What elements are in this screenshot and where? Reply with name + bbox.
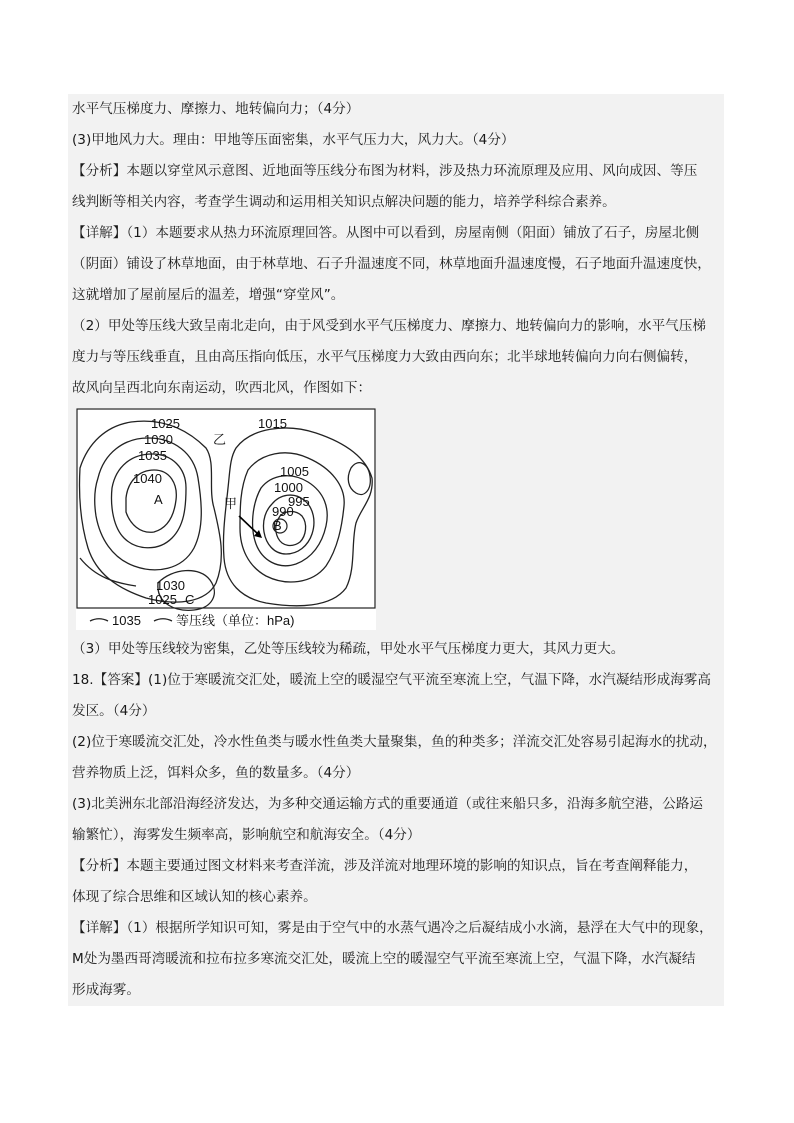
legend-value: 1035 <box>112 613 141 628</box>
text-line: 【分析】本题主要通过图文材料来考查洋流，涉及洋流对地理环境的影响的知识点，旨在考查阐释能力， <box>72 858 698 874</box>
text-line: (2)位于寒暖流交汇处，冷水性鱼类与暖水性鱼类大量聚集，鱼的种类多；洋流交汇处容易引起海水的扰动， <box>72 734 717 750</box>
isobar-label: 990 <box>272 504 294 519</box>
text-block-bottom <box>68 634 724 1006</box>
text-line: 体现了综合思维和区域认知的核心素养。 <box>72 889 317 905</box>
high-pressure-label: A <box>154 492 163 507</box>
text-line: (3)甲地风力大。理由：甲地等压面密集，水平气压力大，风力大。（4分） <box>72 132 515 148</box>
isobar-label: 1035 <box>138 448 167 463</box>
isobar-label: 1030 <box>156 578 185 593</box>
isobar-label: 1030 <box>144 432 173 447</box>
isobar-map <box>76 408 376 630</box>
isobar-map-svg <box>76 408 376 630</box>
isobar-figure <box>68 404 724 634</box>
point-jia-label: 甲 <box>224 496 238 511</box>
isobar-label: 1025 <box>151 416 180 431</box>
text-line: 发区。（4分） <box>72 703 156 719</box>
point-c-label: C <box>185 592 195 607</box>
text-block-top <box>68 94 724 404</box>
text-line: (3)北美洲东北部沿海经济发达，为多种交通运输方式的重要通道（或往来船只多，沿海多航空港，公路运 <box>72 796 703 812</box>
text-line: 【详解】（1）根据所学知识可知，雾是由于空气中的水蒸气遇冷之后凝结成小水滴，悬浮在大气中的现象， <box>72 920 713 936</box>
text-line: 【详解】（1）本题要求从热力环流原理回答。从图中可以看到，房屋南侧（阳面）铺放了石子，房屋北侧 <box>72 225 700 241</box>
text-line: （3）甲处等压线较为密集，乙处等压线较为稀疏，甲处水平气压梯度力更大，其风力更大。 <box>72 641 625 657</box>
text-line: 形成海雾。 <box>72 982 140 998</box>
legend-line-symbol <box>90 619 108 621</box>
isobar-label: 1000 <box>274 480 303 495</box>
isobar-label: 1040 <box>133 471 162 486</box>
legend-line-symbol <box>154 619 172 621</box>
text-line: （2）甲处等压线大致呈南北走向，由于风受到水平气压梯度力、摩擦力、地转偏向力的影响，水平气压梯 <box>72 318 706 334</box>
answer-document <box>68 94 724 1006</box>
isobar-label: 1015 <box>258 416 287 431</box>
point-yi-label: 乙 <box>213 432 227 447</box>
legend-text: 等压线（单位：hPa) <box>176 613 295 628</box>
low-pressure-label: B <box>273 518 282 533</box>
text-line: 输繁忙），海雾发生频率高，影响航空和航海安全。（4分） <box>72 827 421 843</box>
map-legend <box>90 613 294 628</box>
text-line: 故风向呈西北向东南运动，吹西北风，作图如下： <box>72 380 372 396</box>
isobar-label: 995 <box>288 494 310 509</box>
isobar-label: 1005 <box>280 464 309 479</box>
text-line: 度力与等压线垂直，且由高压指向低压，水平气压梯度力大致由西向东；北半球地转偏向力向右侧偏转， <box>72 349 698 365</box>
text-line: 这就增加了屋前屋后的温差，增强“穿堂风”。 <box>72 287 345 303</box>
text-line: 【分析】本题以穿堂风示意图、近地面等压线分布图为材料，涉及热力环流原理及应用、风向成因、等压 <box>72 163 698 179</box>
isobar-label: 1025 <box>148 592 177 607</box>
text-line: 水平气压梯度力、摩擦力、地转偏向力；（4分） <box>72 101 360 117</box>
text-line: 营养物质上泛，饵料众多，鱼的数量多。（4分） <box>72 765 360 781</box>
text-line: 线判断等相关内容，考查学生调动和运用相关知识点解决问题的能力，培养学科综合素养。 <box>72 194 616 210</box>
text-line: 18.【答案】(1)位于寒暖流交汇处，暖流上空的暖湿空气平流至寒流上空，气温下降，水汽凝结形成海雾高 <box>72 672 711 688</box>
text-line: M处为墨西哥湾暖流和拉布拉多寒流交汇处，暖流上空的暖湿空气平流至寒流上空，气温下降，水汽凝结 <box>72 951 696 967</box>
text-line: （阴面）铺设了林草地面，由于林草地、石子升温速度不同，林草地面升温速度慢，石子地面升温速度快， <box>72 256 711 272</box>
